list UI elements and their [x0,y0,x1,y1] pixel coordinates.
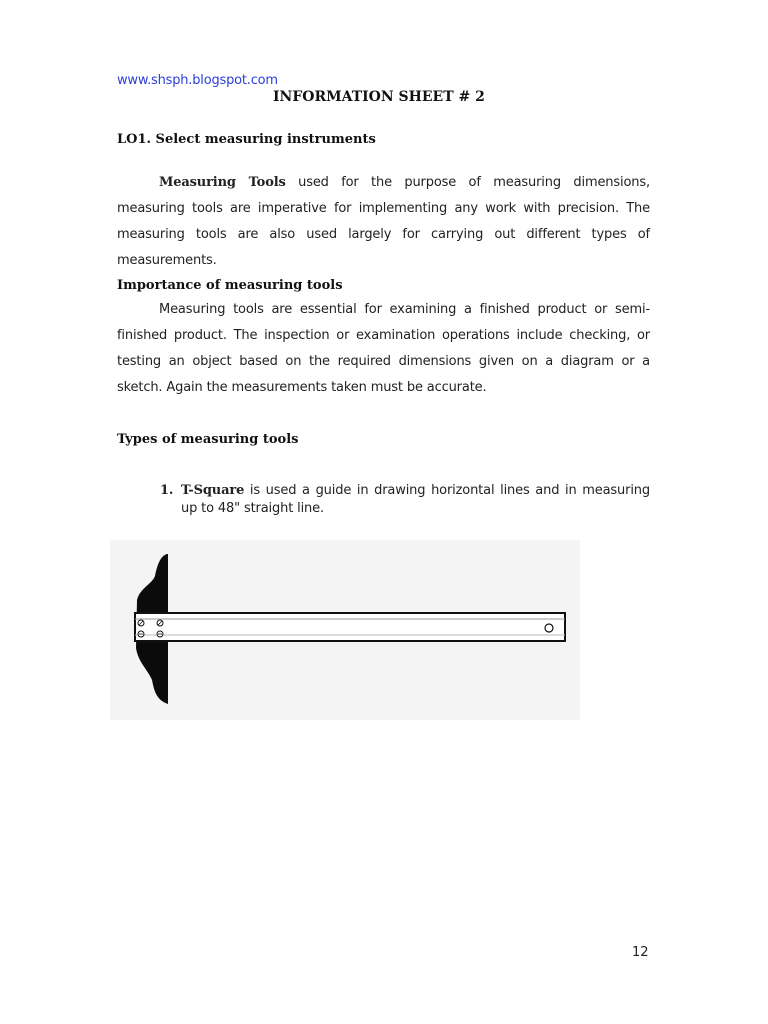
sheet-title: INFORMATION SHEET # 2 [273,89,485,105]
intro-paragraph [117,170,650,274]
t-square-icon [110,540,580,720]
page-number: 12 [632,945,649,960]
list-item-number: 1. [160,483,174,498]
intro-text: used for the purpose of measuring dimensions, measuring tools are imperative for implementing any work with precision. The measuring tools are also used largely for carrying out different types of measurements. [117,175,650,268]
importance-paragraph [117,297,650,401]
list-item-text: is used a guide in drawing horizontal lines and in measuring up to 48" straight line. [181,483,650,516]
list-item-term: T-Square [181,483,245,498]
types-heading: Types of measuring tools [117,432,299,447]
importance-text: Measuring tools are essential for examining a finished product or semi- finished product. The inspection or examination operations include checking, or testing an object based on the required dimensions given on a diagram or a sketch. Again the measurements taken must be accurate. [117,302,650,395]
watermark-url[interactable]: www.shsph.blogspot.com [117,73,278,88]
intro-term: Measuring Tools [159,175,286,190]
t-square-figure [110,540,580,720]
importance-heading: Importance of measuring tools [117,278,343,293]
learning-outcome-heading: LO1. Select measuring instruments [117,132,376,147]
list-item-body [181,482,650,518]
list-item [160,482,650,518]
